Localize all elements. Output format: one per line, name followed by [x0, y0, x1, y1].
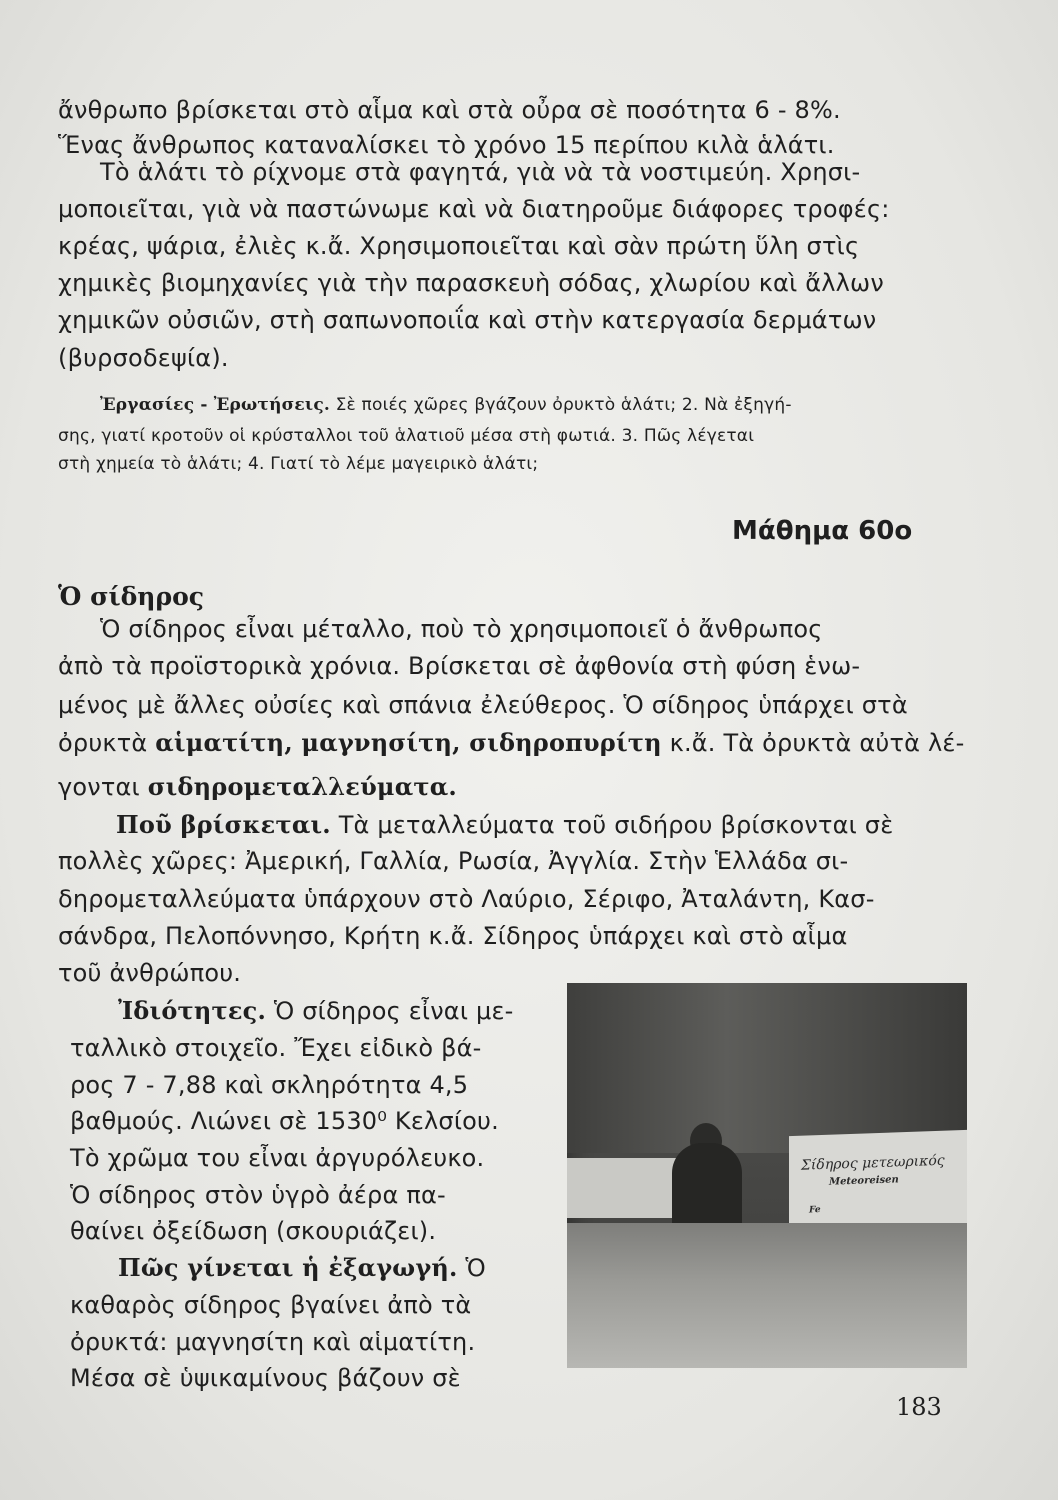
lesson-heading: Μάθημα 60ο — [732, 516, 913, 546]
photo-sign-sub: Meteoreisen — [829, 1174, 899, 1188]
mineral-names: αἱματίτη, μαγνησίτη, σιδηροπυρίτη — [155, 728, 662, 757]
text-line: Ὁ σίδηρος εἶναι μέταλλο, ποὺ τὸ χρησιμοποιεῖ ὁ ἄνθρωπος — [100, 615, 823, 643]
text-line: μένος μὲ ἄλλες οὐσίες καὶ σπάνια ἐλεύθερος. Ὁ σίδηρος ὑπάρχει στὰ — [58, 691, 908, 719]
text-line: σάνδρα, Πελοπόννησο, Κρήτη κ.ἄ. Σίδηρος ὑπάρχει καὶ στὸ αἷμα — [58, 922, 848, 950]
exercises-line: στὴ χημεία τὸ ἁλάτι; 4. Γιατί τὸ λέμε μαγειρικὸ ἁλάτι; — [58, 454, 539, 474]
text-line: ἄνθρωπο βρίσκεται στὸ αἷμα καὶ στὰ οὖρα σὲ ποσότητα 6 - 8%. — [58, 96, 841, 124]
meteorite-photo — [567, 983, 967, 1368]
photo-sign-symbol: Fe — [809, 1205, 821, 1216]
text-line: χημικὲς βιομηχανίες γιὰ τὴν παρασκευὴ σόδας, χλωρίου καὶ ἄλλων — [58, 269, 884, 297]
text-line: ταλλικὸ στοιχεῖο. Ἔχει εἰδικὸ βά- — [70, 1034, 482, 1062]
photo-left-sign — [567, 1158, 687, 1218]
photo-sign — [789, 1130, 967, 1231]
text-line: βαθμούς. Λιώνει σὲ 1530⁰ Κελσίου. — [70, 1107, 499, 1135]
ore-term: σιδηρομεταλλεύματα. — [147, 772, 457, 801]
text-line: ὀρυκτὰ αἱματίτη, μαγνησίτη, σιδηροπυρίτη κ.ἄ. Τὰ ὀρυκτὰ αὐτὰ λέ- — [58, 728, 965, 757]
text-line: καθαρὸς σίδηρος βγαίνει ἀπὸ τὰ — [70, 1291, 472, 1319]
text-line: θαίνει ὀξείδωση (σκουριάζει). — [70, 1217, 437, 1245]
text-line: μοποιεῖται, γιὰ νὰ παστώνωμε καὶ νὰ διατηροῦμε διάφορες τροφές: — [58, 195, 890, 223]
exercises-line: Ἐργασίες - Ἐρωτήσεις. Σὲ ποιές χῶρες βγάζουν ὀρυκτὸ ἁλάτι; 2. Νὰ ἐξηγή- — [100, 395, 792, 415]
text-line: χημικῶν οὐσιῶν, στὴ σαπωνοποιΐα καὶ στὴν κατεργασία δερμάτων — [58, 306, 877, 334]
text-line: Τὸ χρῶμα του εἶναι ἀργυρόλευκο. — [70, 1144, 485, 1172]
exercises-line: σης, γιατί κροτοῦν οἱ κρύσταλλοι τοῦ ἁλατιοῦ μέσα στὴ φωτιά. 3. Πῶς λέγεται — [58, 426, 755, 446]
text-line: γονται σιδηρομεταλλεύματα. — [58, 772, 457, 801]
where-label: Ποῦ βρίσκεται. — [116, 810, 331, 839]
text-line: (βυρσοδεψία). — [58, 344, 229, 372]
text-line: ὀρυκτά: μαγνησίτη καὶ αἱματίτη. — [70, 1328, 476, 1356]
text-line: πολλὲς χῶρες: Ἀμερική, Γαλλία, Ρωσία, Ἀγγλία. Στὴν Ἑλλάδα σι- — [58, 847, 849, 875]
text-line: κρέας, ψάρια, ἐλιὲς κ.ἄ. Χρησιμοποιεῖται καὶ σὰν πρώτη ὕλη στὶς — [58, 232, 860, 260]
text-line: Τὸ ἁλάτι τὸ ρίχνομε στὰ φαγητά, γιὰ νὰ τὰ νοστιμεύη. Χρησι- — [100, 158, 861, 186]
text-line: Μέσα σὲ ὑψικαμίνους βάζουν σὲ — [70, 1364, 461, 1392]
text-line: δηρομεταλλεύματα ὑπάρχουν στὸ Λαύριο, Σέριφο, Ἀταλάντη, Κασ- — [58, 885, 875, 913]
text-line: τοῦ ἀνθρώπου. — [58, 959, 242, 987]
text-line: ρος 7 - 7,88 καὶ σκληρότητα 4,5 — [70, 1071, 469, 1099]
properties-label: Ἰδιότητες. — [118, 996, 267, 1025]
text-line: Πῶς γίνεται ἡ ἐξαγωγή. Ὁ — [118, 1253, 486, 1282]
text-line: Ἰδιότητες. Ὁ σίδηρος εἶναι με- — [118, 996, 514, 1025]
photo-background — [567, 983, 967, 1153]
text-line: Ἕνας ἄνθρωπος καταναλίσκει τὸ χρόνο 15 περίπου κιλὰ ἁλάτι. — [58, 131, 835, 159]
photo-sign-title: Σίδηρος μετεωρικός — [801, 1152, 945, 1174]
text-line: Ποῦ βρίσκεται. Τὰ μεταλλεύματα τοῦ σιδήρου βρίσκονται σὲ — [116, 810, 894, 839]
text-line: ἀπὸ τὰ προϊστορικὰ χρόνια. Βρίσκεται σὲ ἀφθονία στὴ φύση ἑνω- — [58, 652, 861, 680]
exercises-label: Ἐργασίες - Ἐρωτήσεις. — [100, 395, 330, 415]
section-title: Ὁ σίδηρος — [58, 582, 204, 611]
page-number: 183 — [896, 1393, 942, 1421]
photo-table — [567, 1223, 967, 1368]
text-line: Ὁ σίδηρος στὸν ὑγρὸ ἀέρα πα- — [70, 1181, 446, 1209]
extraction-label: Πῶς γίνεται ἡ ἐξαγωγή. — [118, 1253, 458, 1282]
